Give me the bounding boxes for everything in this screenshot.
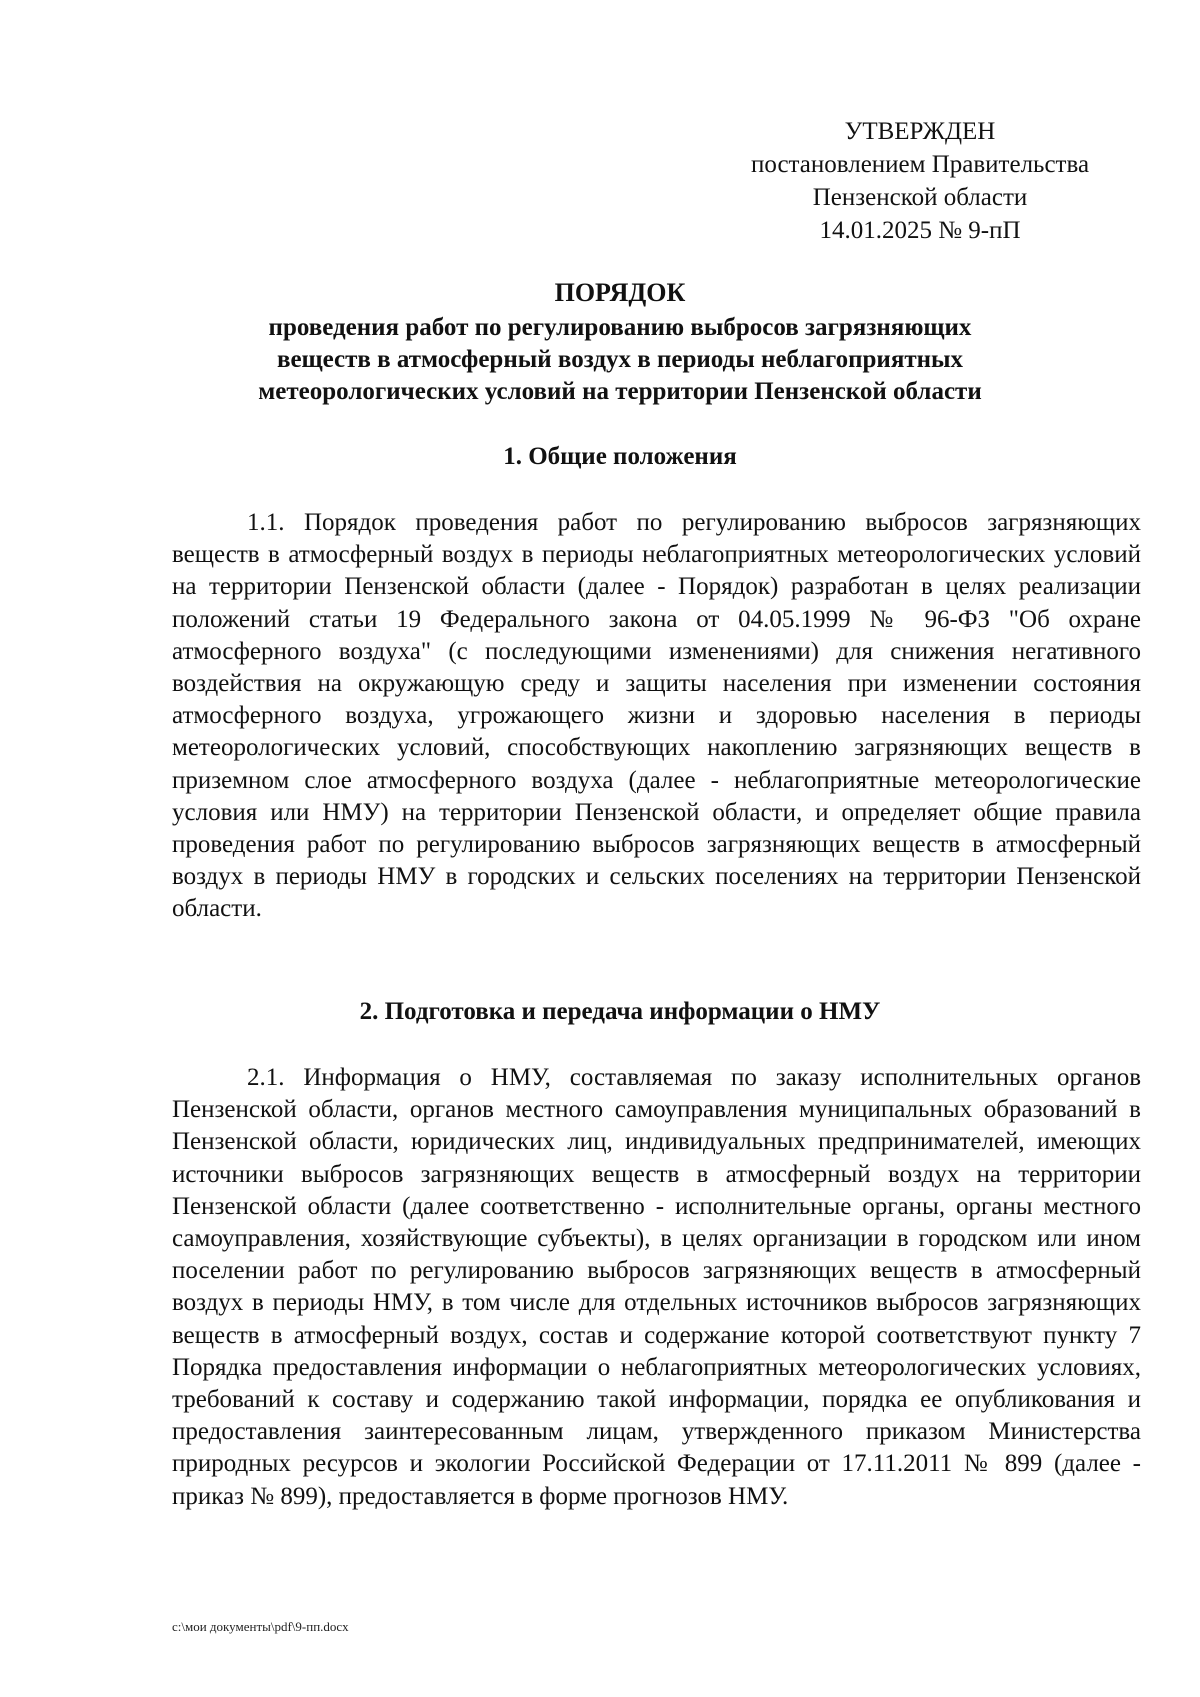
- document-title-line-1: проведения работ по регулированию выбросов загрязняющих: [268, 314, 972, 341]
- footer-file-path: c:\мои документы\pdf\9-пп.docx: [172, 1619, 349, 1634]
- document-title-line-3: метеорологических условий на территории Пензенской области: [258, 378, 982, 405]
- approval-region-line: Пензенской области: [812, 184, 1028, 211]
- section-heading-information: 2. Подготовка и передача информации о НМУ: [359, 998, 881, 1025]
- section-heading-general: 1. Общие положения: [503, 443, 737, 470]
- document-title-line-2: веществ в атмосферный воздух в периоды неблагоприятных: [276, 346, 964, 373]
- approval-decree-line: постановлением Правительства: [750, 151, 1090, 178]
- approval-stamp: [700, 115, 1140, 247]
- paragraph-2-1: 2.1. Информация о НМУ, составляемая по заказу исполнительных органов Пензенской области, органов местного самоуправления муниципальных образований в Пензенской области, юридических лиц, индивидуальных предпринимателей, имеющих источники выбросов загрязняющих веществ в атмосферный воздух на территории Пензенской области (далее соответственно - исполнительные органы, органы местного самоуправления, хозяйствующие субъекты), в целях организации в городском или ином поселении работ по регулированию выбросов загрязняющих веществ в атмосферный воздух в периоды НМУ, в том числе для отдельных источников выбросов загрязняющих веществ в атмосферный воздух, состав и содержание которой соответствуют пункту 7 Порядка предоставления информации о неблагоприятных метеорологических условиях, требований к составу и содержанию такой информации, порядка ее опубликования и предоставления заинтересованным лицам, утвержденного приказом Министерства природных ресурсов и экологии Российской Федерации от 17.11.2011 № 899 (далее - приказ № 899), предоставляется в форме прогнозов НМУ.: [172, 1064, 1141, 1510]
- approval-date-number: 14.01.2025 № 9-пП: [819, 217, 1021, 244]
- paragraph-1-1: 1.1. Порядок проведения работ по регулированию выбросов загрязняющих веществ в атмосферный воздух в периоды неблагоприятных метеорологических условий на территории Пензенской области (далее - Порядок) разработан в целях реализации положений статьи 19 Федерального закона от 04.05.1999 № 96-ФЗ "Об охране атмосферного воздуха" (с последующими изменениями) для снижения негативного воздействия на окружающую среду и защиты населения при изменении состояния атмосферного воздуха, угрожающего жизни и здоровью населения в периоды метеорологических условий, способствующих накоплению загрязняющих веществ в приземном слое атмосферного воздуха (далее - неблагоприятные метеорологические условия или НМУ) на территории Пензенской области, и определяет общие правила проведения работ по регулированию выбросов загрязняющих веществ в атмосферный воздух в периоды НМУ в городских и сельских поселениях на территории Пензенской области.: [172, 509, 1141, 923]
- document-title: [170, 277, 1070, 408]
- document-title-main: ПОРЯДОК: [554, 278, 686, 307]
- approval-heading: УТВЕРЖДЕН: [844, 118, 996, 145]
